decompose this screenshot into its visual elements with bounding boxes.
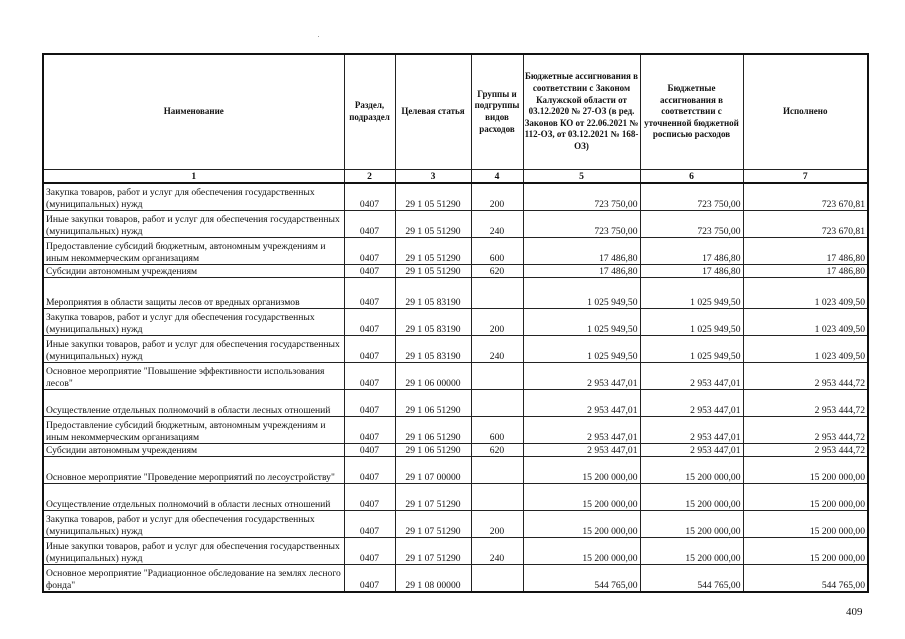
table-row [43,211,868,238]
row-refined-amount: 2 953 447,01 [640,417,743,444]
table-row [43,336,868,363]
row-refined-amount: 723 750,00 [640,211,743,238]
row-group: 240 [471,538,523,565]
header-section: Раздел, подраздел [344,54,395,170]
column-number: 6 [640,170,743,184]
row-group: 200 [471,183,523,211]
row-executed-amount: 15 200 000,00 [743,484,868,511]
row-refined-amount: 2 953 447,01 [640,444,743,457]
row-name: Мероприятия в области защиты лесов от вредных организмов [43,278,344,309]
row-group [471,363,523,390]
row-article: 29 1 05 51290 [395,183,471,211]
row-article: 29 1 06 00000 [395,363,471,390]
header-name: Наименование [43,54,344,170]
row-article: 29 1 05 51290 [395,265,471,278]
row-name: Осуществление отдельных полномочий в области лесных отношений [43,390,344,417]
row-name: Закупка товаров, работ и услуг для обеспечения государственных (муниципальных) нужд [43,511,344,538]
header-refined: Бюджетные ассигнования в соответствии с уточненной бюджетной росписью расходов [640,54,743,170]
row-law-amount: 15 200 000,00 [523,511,640,538]
table-row [43,183,868,211]
row-article: 29 1 05 51290 [395,211,471,238]
row-law-amount: 1 025 949,50 [523,278,640,309]
row-law-amount: 15 200 000,00 [523,457,640,484]
row-group [471,484,523,511]
row-executed-amount: 17 486,80 [743,238,868,265]
table-row [43,444,868,457]
table-row [43,390,868,417]
page-number: 409 [846,606,863,618]
row-refined-amount: 1 025 949,50 [640,309,743,336]
table-row [43,278,868,309]
row-group: 240 [471,336,523,363]
row-name: Субсидии автономным учреждениям [43,444,344,457]
table-row [43,265,868,278]
row-law-amount: 723 750,00 [523,183,640,211]
column-number: 1 [43,170,344,184]
row-executed-amount: 1 023 409,50 [743,309,868,336]
row-name: Осуществление отдельных полномочий в области лесных отношений [43,484,344,511]
row-group: 240 [471,211,523,238]
column-number: 2 [344,170,395,184]
row-section: 0407 [344,457,395,484]
row-article: 29 1 06 51290 [395,417,471,444]
row-group: 200 [471,309,523,336]
table-row [43,363,868,390]
row-section: 0407 [344,278,395,309]
row-law-amount: 2 953 447,01 [523,363,640,390]
row-article: 29 1 06 51290 [395,444,471,457]
row-refined-amount: 544 765,00 [640,565,743,593]
row-article: 29 1 05 83190 [395,336,471,363]
row-name: Предоставление субсидий бюджетным, автономным учреждениям и иным некоммерческим организациям [43,417,344,444]
table-row [43,238,868,265]
row-article: 29 1 05 83190 [395,278,471,309]
row-executed-amount: 2 953 444,72 [743,417,868,444]
row-law-amount: 723 750,00 [523,211,640,238]
row-refined-amount: 17 486,80 [640,265,743,278]
column-number: 7 [743,170,868,184]
row-executed-amount: 544 765,00 [743,565,868,593]
row-refined-amount: 17 486,80 [640,238,743,265]
row-section: 0407 [344,265,395,278]
table-row [43,511,868,538]
row-refined-amount: 15 200 000,00 [640,538,743,565]
row-section: 0407 [344,336,395,363]
row-name: Основное мероприятие "Повышение эффективности использования лесов" [43,363,344,390]
row-group: 200 [471,511,523,538]
row-section: 0407 [344,444,395,457]
table-row [43,484,868,511]
row-name: Основное мероприятие "Радиационное обследование на землях лесного фонда" [43,565,344,593]
row-law-amount: 15 200 000,00 [523,484,640,511]
row-law-amount: 2 953 447,01 [523,417,640,444]
row-section: 0407 [344,511,395,538]
row-executed-amount: 15 200 000,00 [743,511,868,538]
header-executed: Исполнено [743,54,868,170]
row-section: 0407 [344,363,395,390]
table-row [43,417,868,444]
row-section: 0407 [344,238,395,265]
row-name: Закупка товаров, работ и услуг для обеспечения государственных (муниципальных) нужд [43,183,344,211]
row-article: 29 1 05 51290 [395,238,471,265]
row-name: Предоставление субсидий бюджетным, автономным учреждениям и иным некоммерческим организациям [43,238,344,265]
row-section: 0407 [344,565,395,593]
header-group: Группы и подгруппы видов расходов [471,54,523,170]
row-section: 0407 [344,309,395,336]
row-refined-amount: 15 200 000,00 [640,457,743,484]
row-name: Основное мероприятие "Проведение мероприятий по лесоустройству" [43,457,344,484]
row-executed-amount: 1 023 409,50 [743,278,868,309]
row-article: 29 1 07 51290 [395,484,471,511]
row-executed-amount: 17 486,80 [743,265,868,278]
row-article: 29 1 07 51290 [395,511,471,538]
row-article: 29 1 08 00000 [395,565,471,593]
row-law-amount: 15 200 000,00 [523,538,640,565]
column-number: 3 [395,170,471,184]
row-name: Иные закупки товаров, работ и услуг для обеспечения государственных (муниципальных) нужд [43,211,344,238]
row-article: 29 1 07 00000 [395,457,471,484]
row-law-amount: 17 486,80 [523,265,640,278]
row-executed-amount: 2 953 444,72 [743,390,868,417]
row-section: 0407 [344,538,395,565]
header-law: Бюджетные ассигнования в соответствии с Законом Калужской области от 03.12.2020 № 27-ОЗ (в ред. Законов КО от 22.06.2021 № 112-ОЗ, от 03.12.2021 № 168-ОЗ) [523,54,640,170]
row-group [471,565,523,593]
row-executed-amount: 723 670,81 [743,211,868,238]
table-row [43,309,868,336]
row-name: Закупка товаров, работ и услуг для обеспечения государственных (муниципальных) нужд [43,309,344,336]
row-refined-amount: 15 200 000,00 [640,484,743,511]
header-row [43,54,868,170]
table-row [43,538,868,565]
row-section: 0407 [344,211,395,238]
row-executed-amount: 15 200 000,00 [743,538,868,565]
row-executed-amount: 723 670,81 [743,183,868,211]
column-number: 5 [523,170,640,184]
row-article: 29 1 07 51290 [395,538,471,565]
row-article: 29 1 06 51290 [395,390,471,417]
row-section: 0407 [344,183,395,211]
row-name: Иные закупки товаров, работ и услуг для обеспечения государственных (муниципальных) нужд [43,336,344,363]
row-section: 0407 [344,417,395,444]
row-group [471,278,523,309]
budget-table [42,53,869,593]
scan-speck [318,36,319,37]
header-article: Целевая статья [395,54,471,170]
row-refined-amount: 723 750,00 [640,183,743,211]
row-law-amount: 17 486,80 [523,238,640,265]
row-article: 29 1 05 83190 [395,309,471,336]
row-executed-amount: 2 953 444,72 [743,444,868,457]
column-number-row [43,170,868,184]
row-group: 620 [471,444,523,457]
row-refined-amount: 1 025 949,50 [640,336,743,363]
row-refined-amount: 2 953 447,01 [640,363,743,390]
row-executed-amount: 2 953 444,72 [743,363,868,390]
row-executed-amount: 15 200 000,00 [743,457,868,484]
row-section: 0407 [344,390,395,417]
row-executed-amount: 1 023 409,50 [743,336,868,363]
row-law-amount: 1 025 949,50 [523,309,640,336]
row-group [471,390,523,417]
row-group [471,457,523,484]
table-row [43,457,868,484]
row-refined-amount: 1 025 949,50 [640,278,743,309]
column-number: 4 [471,170,523,184]
row-law-amount: 2 953 447,01 [523,390,640,417]
table-row [43,565,868,593]
row-name: Субсидии автономным учреждениям [43,265,344,278]
row-group: 600 [471,238,523,265]
row-law-amount: 2 953 447,01 [523,444,640,457]
row-group: 600 [471,417,523,444]
row-name: Иные закупки товаров, работ и услуг для обеспечения государственных (муниципальных) нужд [43,538,344,565]
row-law-amount: 544 765,00 [523,565,640,593]
row-law-amount: 1 025 949,50 [523,336,640,363]
row-section: 0407 [344,484,395,511]
row-refined-amount: 15 200 000,00 [640,511,743,538]
row-group: 620 [471,265,523,278]
row-refined-amount: 2 953 447,01 [640,390,743,417]
